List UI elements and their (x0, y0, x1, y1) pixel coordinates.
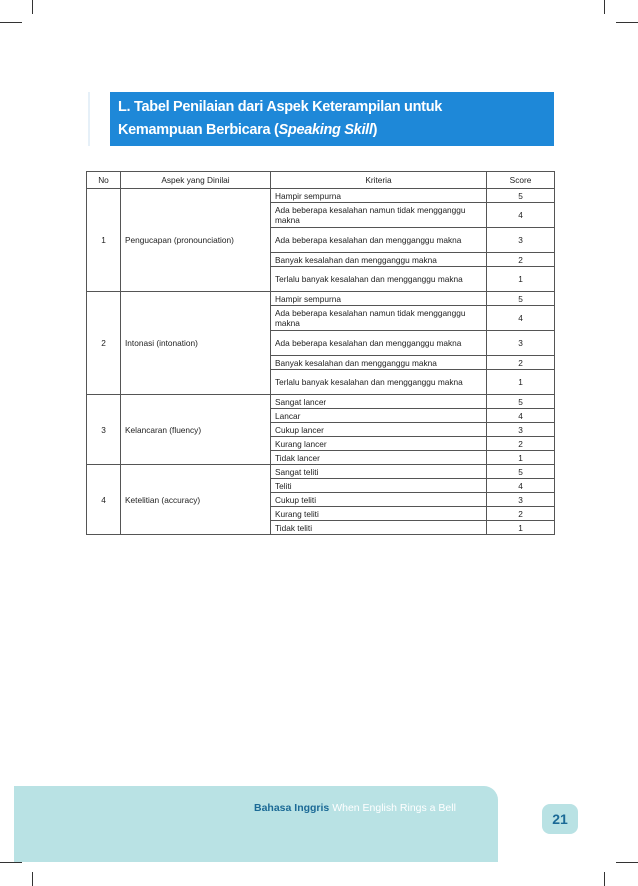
group-number: 3 (87, 395, 121, 465)
crop-mark (616, 862, 638, 863)
criteria-cell: Ada beberapa kesalahan namun tidak mengganggu makna (271, 203, 487, 228)
table-header-row (87, 172, 555, 189)
crop-mark (604, 0, 605, 14)
table-row (87, 465, 555, 479)
heading-line-2-suffix: ) (372, 122, 378, 138)
score-cell: 3 (487, 493, 555, 507)
table-row (87, 395, 555, 409)
table-row (87, 189, 555, 203)
criteria-cell: Banyak kesalahan dan mengganggu makna (271, 356, 487, 370)
criteria-cell: Ada beberapa kesalahan namun tidak mengganggu makna (271, 306, 487, 331)
criteria-cell: Teliti (271, 479, 487, 493)
score-cell: 4 (487, 409, 555, 423)
score-cell: 4 (487, 306, 555, 331)
table-row (87, 292, 555, 306)
group-aspect: Ketelitian (accuracy) (121, 465, 271, 535)
group-number: 1 (87, 189, 121, 292)
criteria-cell: Sangat teliti (271, 465, 487, 479)
score-cell: 2 (487, 253, 555, 267)
criteria-cell: Hampir sempurna (271, 189, 487, 203)
criteria-cell: Tidak teliti (271, 521, 487, 535)
criteria-cell: Cukup teliti (271, 493, 487, 507)
heading-line-2-prefix: Kemampuan Berbicara ( (118, 122, 279, 138)
criteria-cell: Terlalu banyak kesalahan dan mengganggu makna (271, 267, 487, 292)
criteria-cell: Ada beberapa kesalahan dan mengganggu makna (271, 331, 487, 356)
criteria-cell: Sangat lancer (271, 395, 487, 409)
heading-line-2-italic: Speaking Skill (278, 122, 373, 138)
header-criteria: Kriteria (271, 172, 487, 189)
section-heading (118, 96, 548, 142)
score-cell: 5 (487, 465, 555, 479)
criteria-cell: Kurang teliti (271, 507, 487, 521)
criteria-cell: Hampir sempurna (271, 292, 487, 306)
score-cell: 4 (487, 479, 555, 493)
crop-mark (0, 22, 22, 23)
header-score: Score (487, 172, 555, 189)
group-aspect: Kelancaran (fluency) (121, 395, 271, 465)
assessment-table (86, 171, 555, 535)
criteria-cell: Terlalu banyak kesalahan dan mengganggu makna (271, 370, 487, 395)
heading-accent (88, 92, 108, 146)
score-cell: 2 (487, 356, 555, 370)
criteria-cell: Ada beberapa kesalahan dan mengganggu makna (271, 228, 487, 253)
criteria-cell: Kurang lancer (271, 437, 487, 451)
score-cell: 4 (487, 203, 555, 228)
group-number: 2 (87, 292, 121, 395)
score-cell: 3 (487, 423, 555, 437)
footer-book-title: Bahasa Inggris (254, 802, 330, 814)
score-cell: 2 (487, 507, 555, 521)
crop-mark (32, 0, 33, 14)
header-aspect: Aspek yang Dinilai (121, 172, 271, 189)
footer-band (14, 786, 498, 862)
crop-mark (616, 22, 638, 23)
page-number: 21 (542, 804, 578, 834)
header-no: No (87, 172, 121, 189)
crop-mark (0, 862, 22, 863)
footer-subtitle: When English Rings a Bell (329, 802, 456, 814)
score-cell: 2 (487, 437, 555, 451)
footer-title (254, 802, 456, 814)
score-cell: 1 (487, 267, 555, 292)
criteria-cell: Tidak lancer (271, 451, 487, 465)
group-aspect: Intonasi (intonation) (121, 292, 271, 395)
group-number: 4 (87, 465, 121, 535)
crop-mark (604, 872, 605, 886)
score-cell: 1 (487, 521, 555, 535)
heading-line-2 (118, 119, 548, 142)
crop-mark (32, 872, 33, 886)
criteria-cell: Lancar (271, 409, 487, 423)
score-cell: 5 (487, 395, 555, 409)
score-cell: 5 (487, 292, 555, 306)
group-aspect: Pengucapan (pronounciation) (121, 189, 271, 292)
criteria-cell: Banyak kesalahan dan mengganggu makna (271, 253, 487, 267)
heading-line-1: L. Tabel Penilaian dari Aspek Keterampilan untuk (118, 99, 443, 115)
score-cell: 3 (487, 228, 555, 253)
score-cell: 3 (487, 331, 555, 356)
score-cell: 1 (487, 370, 555, 395)
score-cell: 5 (487, 189, 555, 203)
score-cell: 1 (487, 451, 555, 465)
criteria-cell: Cukup lancer (271, 423, 487, 437)
